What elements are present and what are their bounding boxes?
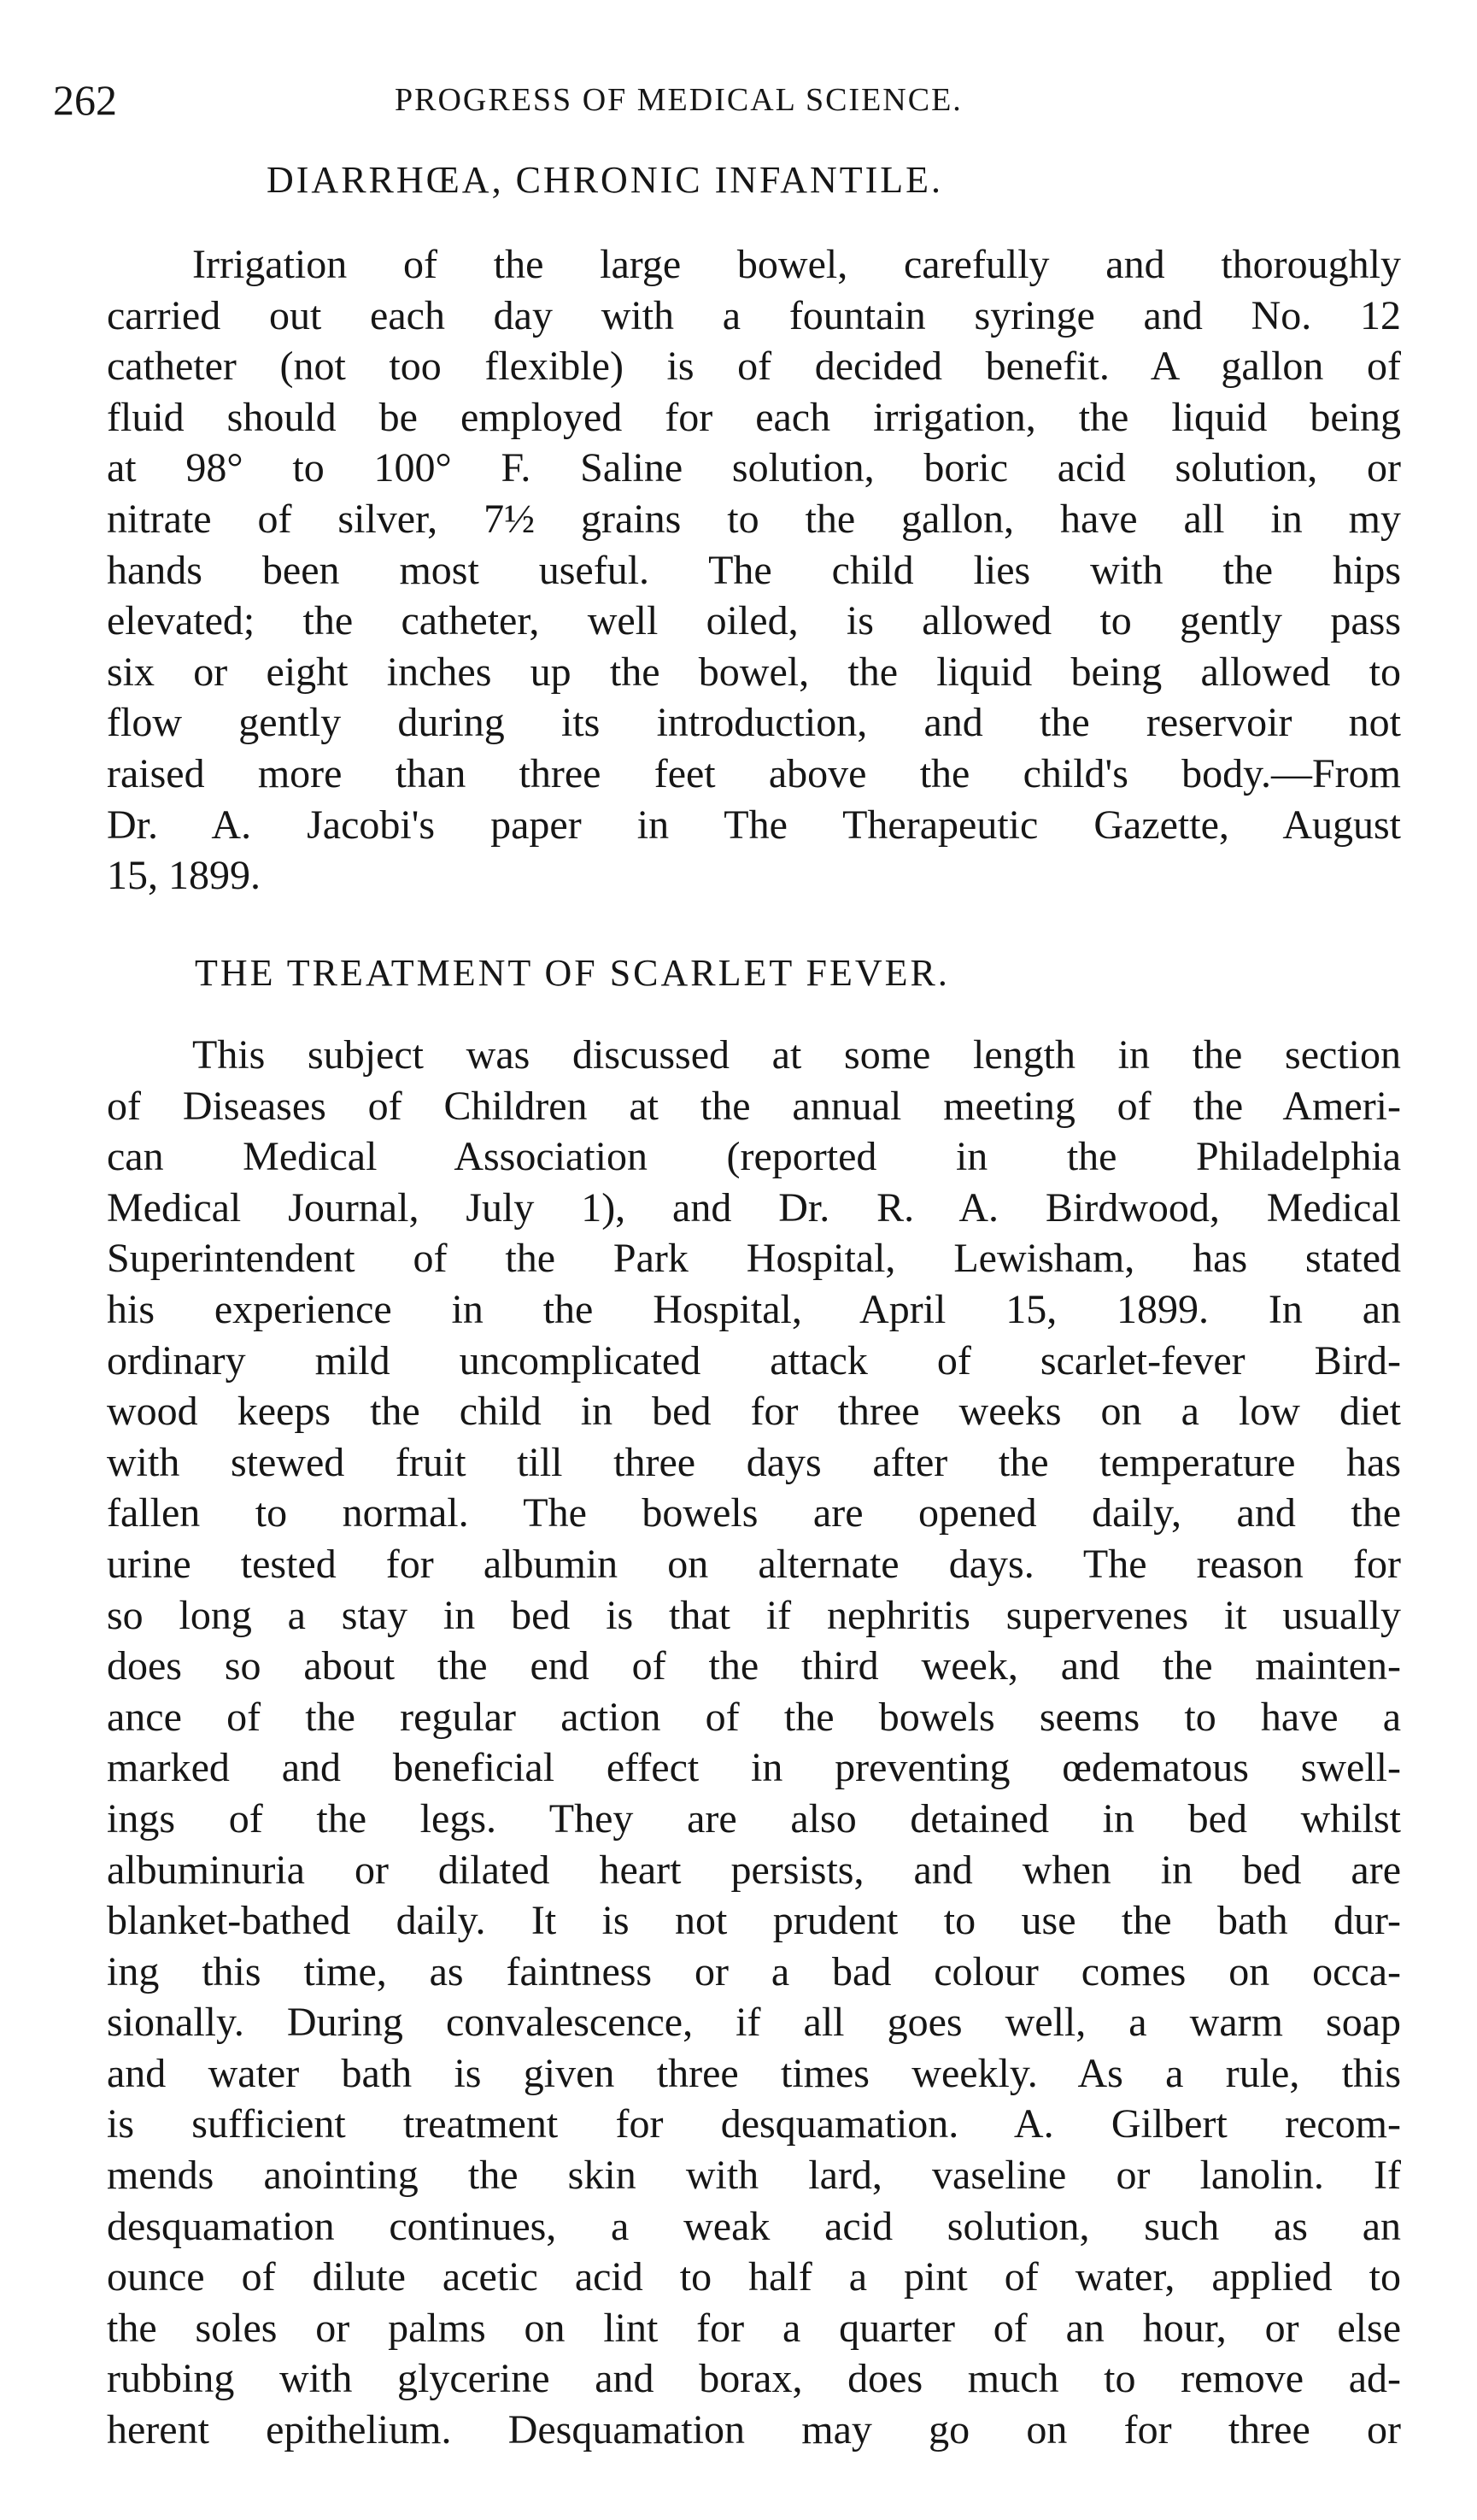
text-line: raised more than three feet above the child's body.—From <box>107 750 1401 796</box>
text-line: 15, 1899. <box>107 853 261 899</box>
text-line: mends anointing the skin with lard, vaseline or lanolin. If <box>107 2153 1401 2199</box>
text-line: rubbing with glycerine and borax, does much to remove ad- <box>107 2356 1401 2402</box>
text-line: carried out each day with a fountain syringe and No. 12 <box>107 292 1401 338</box>
text-line: blanket-bathed daily. It is not prudent to use the bath dur- <box>107 1898 1401 1944</box>
text-line: with stewed fruit till three days after the temperature has <box>107 1439 1401 1485</box>
section-heading-diarrhoea: DIARRHŒA, CHRONIC INFANTILE. <box>267 159 944 201</box>
text-line: ance of the regular action of the bowels seems to have a <box>107 1694 1401 1740</box>
text-line: albuminuria or dilated heart persists, and when in bed are <box>107 1847 1401 1893</box>
text-line: is sufficient treatment for desquamation. A. Gilbert recom- <box>107 2101 1401 2147</box>
text-line: of Diseases of Children at the annual meeting of the Ameri- <box>107 1083 1401 1129</box>
text-line: desquamation continues, a weak acid solution, such as an <box>107 2203 1401 2249</box>
running-head <box>53 70 1403 130</box>
text-line: flow gently during its introduction, and the reservoir not <box>107 700 1401 746</box>
text-line: can Medical Association (reported in the Philadelphia <box>107 1134 1401 1180</box>
text-line: his experience in the Hospital, April 15, 1899. In an <box>107 1286 1401 1332</box>
text-line: ordinary mild uncomplicated attack of scarlet-fever Bird- <box>107 1337 1401 1383</box>
text-line: fluid should be employed for each irrigation, the liquid being <box>107 394 1401 440</box>
text-line: at 98° to 100° F. Saline solution, boric acid solution, or <box>107 445 1401 491</box>
text-line: catheter (not too flexible) is of decided benefit. A gallon of <box>107 344 1401 390</box>
running-title: PROGRESS OF MEDICAL SCIENCE. <box>395 82 963 118</box>
text-line: so long a stay in bed is that if nephritis supervenes it usually <box>107 1592 1401 1638</box>
text-line: marked and beneficial effect in preventing œdematous swell- <box>107 1745 1401 1791</box>
text-line: Dr. A. Jacobi's paper in The Therapeutic Gazette, August <box>107 802 1401 848</box>
section-heading-scarlet-fever: THE TREATMENT OF SCARLET FEVER. <box>195 952 950 994</box>
paragraph-scarlet-fever <box>107 1030 1401 2456</box>
paragraph-diarrhoea <box>107 239 1401 902</box>
text-line: and water bath is given three times weekly. As a rule, this <box>107 2050 1401 2096</box>
text-line: wood keeps the child in bed for three weeks on a low diet <box>107 1389 1401 1435</box>
text-line: the soles or palms on lint for a quarter of an hour, or else <box>107 2305 1401 2351</box>
text-line: Irrigation of the large bowel, carefully and thoroughly <box>192 242 1401 287</box>
text-line: does so about the end of the third week, and the mainten- <box>107 1643 1401 1689</box>
text-line: elevated; the catheter, well oiled, is allowed to gently pass <box>107 598 1401 644</box>
text-line: nitrate of silver, 7½ grains to the gallon, have all in my <box>107 496 1401 542</box>
page-number: 262 <box>53 76 117 124</box>
text-line: Superintendent of the Park Hospital, Lewisham, has stated <box>107 1236 1401 1282</box>
text-line: ings of the legs. They are also detained in bed whilst <box>107 1795 1401 1842</box>
text-line: This subject was discussed at some length in the section <box>192 1032 1401 1078</box>
text-line: Medical Journal, July 1), and Dr. R. A. Birdwood, Medical <box>107 1184 1401 1231</box>
text-line: six or eight inches up the bowel, the liquid being allowed to <box>107 649 1401 695</box>
text-line: fallen to normal. The bowels are opened daily, and the <box>107 1490 1401 1536</box>
text-line: ounce of dilute acetic acid to half a pint of water, applied to <box>107 2254 1401 2300</box>
text-line: sionally. During convalescence, if all goes well, a warm soap <box>107 2000 1401 2046</box>
text-line: ing this time, as faintness or a bad colour comes on occa- <box>107 1948 1401 1994</box>
text-line: herent epithelium. Desquamation may go on for three or <box>107 2407 1401 2453</box>
text-line: urine tested for albumin on alternate days. The reason for <box>107 1541 1401 1587</box>
text-line: hands been most useful. The child lies with the hips <box>107 547 1401 593</box>
